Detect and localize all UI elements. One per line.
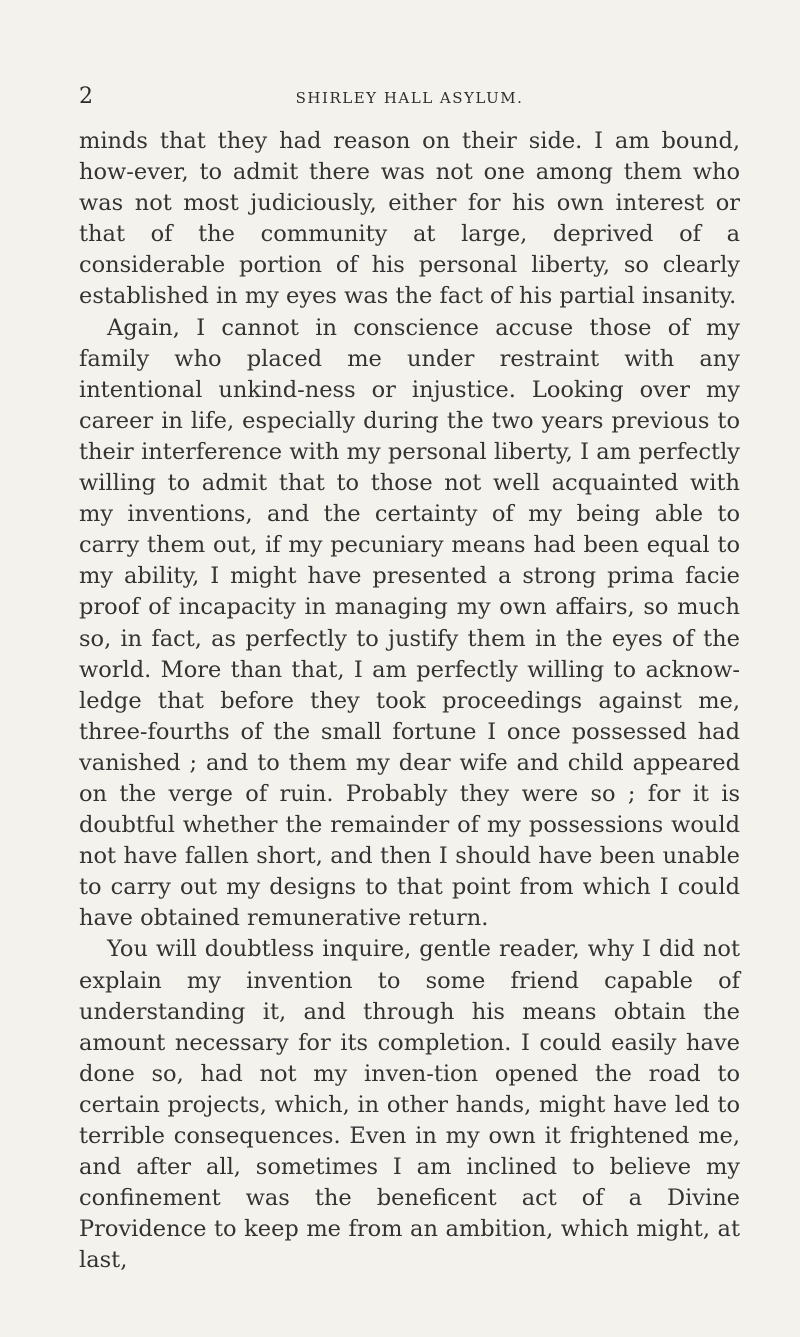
body-text [79,126,740,1276]
paragraph-3: You will doubtless inquire, gentle reader, why I did not explain my invention to some friend capable of understanding it, and through his means obtain the amount necessary for its completion. I could easily have done so, had not my inven-tion opened the road to certain projects, which, in other hands, might have led to terrible consequences. Even in my own it frightened me, and after all, sometimes I am inclined to believe my confinement was the beneficent act of a Divine Providence to keep me from an ambition, which might, at last, [79,936,740,1274]
paragraph-1: minds that they had reason on their side. I am bound, how-ever, to admit there was not one among them who was not most judiciously, either for his own interest or that of the community at large, deprived of a considerable portion of his personal liberty, so clearly established in my eyes was the fact of his partial insanity. [79,128,740,310]
paragraph-2: Again, I cannot in conscience accuse those of my family who placed me under restraint with any intentional unkind-ness or injustice. Looking over my career in life, especially during the two years previous to their interference with my personal liberty, I am perfectly willing to admit that to those not well acquainted with my inventions, and the certainty of my being able to carry them out, if my pecuniary means had been equal to my ability, I might have presented a strong prima facie proof of incapacity in managing my own affairs, so much so, in fact, as perfectly to justify them in the eyes of the world. More than that, I am perfectly willing to acknow-ledge that before they took proceedings against me, three-fourths of the small fortune I once possessed had vanished ; and to them my dear wife and child appeared on the verge of ruin. Probably they were so ; for it is doubtful whether the remainder of my possessions would not have fallen short, and then I should have been unable to carry out my designs to that point from which I could have obtained remunerative return. [79,314,740,932]
running-head: SHIRLEY HALL ASYLUM. [295,89,524,107]
page-number: 2 [79,84,93,109]
page-header [79,84,740,114]
